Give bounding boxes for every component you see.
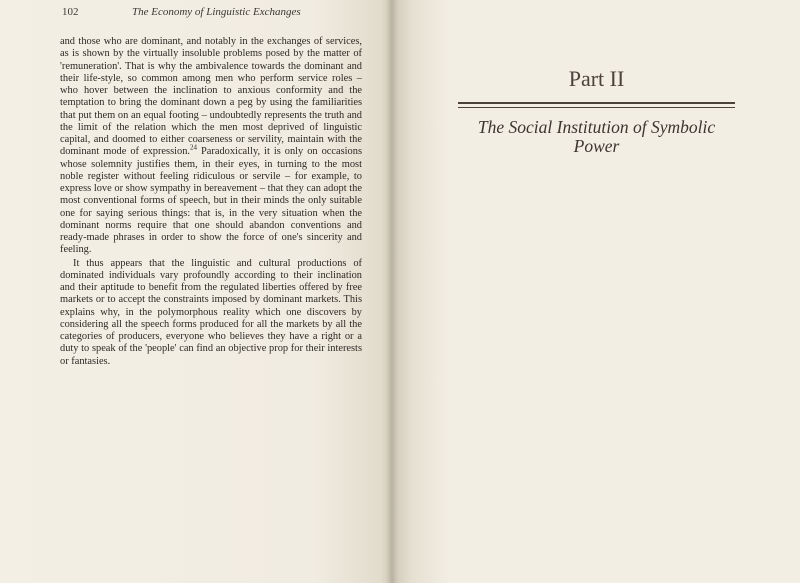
paragraph-1-continued: Paradoxically, it is only on occasions whose solemnity justifies them, in their eyes, in turning to the most noble register without feeling ridiculous or servile – for example, to express love or show sympathy in bereavement – that they can adopt the most conventional forms of speech, but in their minds the only suitable one for saying serious things: that is, in the very situation when the dominant norms require that one should abandon conventions and ready-made phrases in order to show the force of one's sincerity and feeling. [60,146,362,256]
part-rule-thick [458,102,735,104]
body-text [60,36,362,368]
page-number: 102 [62,6,79,18]
paragraph-1 [60,36,362,257]
footnote-reference: 24 [190,143,198,152]
part-label: Part II [568,66,625,91]
book-gutter [386,0,398,583]
paragraph-1-text: and those who are dominant, and notably in the exchanges of services, as is shown by the virtually insoluble problems posed by the matter of 'remuneration'. That is why the ambivalence towards the dominant and their life-style, so common among men who perform service roles – who hover between the inclination to anxious conformity and the temptation to bring the dominant down a peg by using the familiarities that put them on an equal footing – undoubtedly represents the truth and the limit of the relation which the men most deprived of linguistic capital, and doomed to either coarseness or servility, maintain with the dominant mode of expression. [60,36,362,158]
part-title: The Social Institution of Symbolic Power [477,117,716,156]
paragraph-2: It thus appears that the linguistic and cultural productions of dominated individuals vary profoundly according to their inclination and their aptitude to benefit from the regulated liberties offered by free markets or to accept the constraints imposed by dominant markets. This explains why, in the polymorphous reality which one discovers by considering all the speech forms produced for all the markets by all the categories of producers, everyone who believes they have a right or a duty to speak of the 'people' can find an objective prop for their interests or fantasies. [60,257,362,367]
running-title: The Economy of Linguistic Exchanges [132,6,301,18]
part-rule-thin [458,107,735,108]
